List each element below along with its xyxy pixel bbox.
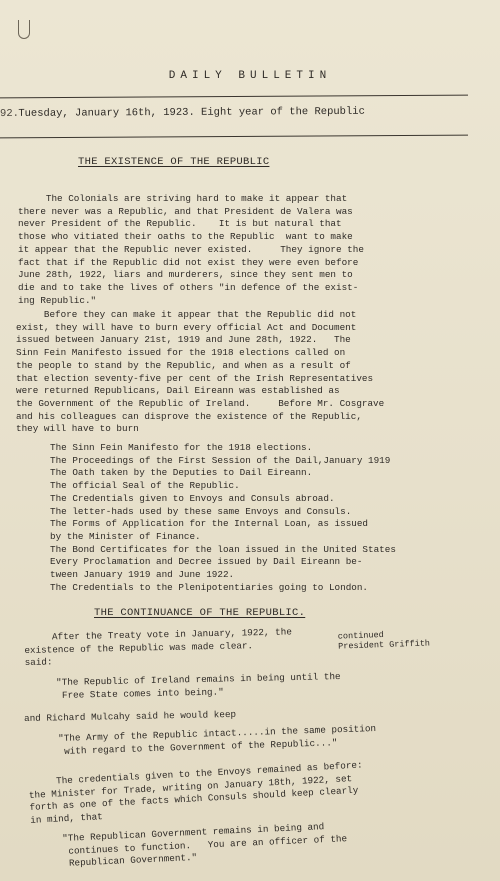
masthead: DAILY BULLETIN (168, 70, 332, 82)
documents-list: The Sinn Fein Manifesto for the 1918 elections. The Proceedings of the First Session of the Dail,January 1919 The Oath taken by the Deputies to Dail Eireann. The official Seal of the Republic. The Credentials given to Envoys and Consuls abroad. The letter-hads used by these same Envoys and Consuls. The Forms of Application for the Internal Loan, as issued by the Minister of Finance. The Bond Certificates for the loan issued in the United States Every Proclamation and Decree issued by Dail Eireann be- tween January 1919 and June 1922. The Credentials to the Plenipotentiaries going to London. (50, 442, 396, 593)
dateline-text: Tuesday, January 16th, 1923. Eight year of the Republic (18, 105, 365, 120)
quote-griffith: "The Republic of Ireland remains in being until the Free State comes into being." (56, 671, 341, 701)
quote-mulcahy: "The Army of the Republic intact.....in the same position with regard to the Government of the Republic..." (58, 723, 377, 757)
staple-mark-icon (18, 20, 30, 39)
masthead-rule-bottom (0, 135, 468, 139)
masthead-rule-top (0, 95, 468, 99)
section-heading-continuance: THE CONTINUANCE OF THE REPUBLIC. (94, 607, 306, 619)
paragraph-treaty-vote: After the Treaty vote in January, 1922, the existence of the Republic was made clear. said: (24, 626, 292, 669)
paragraph-colonials: The Colonials are striving hard to make it appear that there never was a Republic, and that President de Valera was never President of the Republic. It is but natural that those who vitiated their oaths to the Republic want to make it appear that the Republic never existed. They ignore the fact that if the Republic did not exist they were even before June 28th, 1922, liars and murderers, since they sent men to die and to take the lives of others "in defence of the exist- ing Republic." (18, 193, 364, 306)
handwritten-insertion: continued President Griffith (337, 630, 431, 652)
quote-republican-government: "The Republican Government remains in being and continues to function. You are an officer of the Republican Government." (62, 821, 348, 870)
mulcahy-intro: and Richard Mulcahy said he would keep (24, 708, 237, 724)
dateline (0, 105, 480, 120)
dateline-prefix: 92. (0, 107, 19, 120)
section-heading-existence: THE EXISTENCE OF THE REPUBLIC (78, 156, 270, 168)
paragraph-credentials: The credentials given to the Envoys remained as before: the Minister for Trade, writing on January 18th, 1922, set forth as one of the facts which Consuls should keep clearly in mind, that (28, 759, 363, 827)
paragraph-before-they: Before they can make it appear that the Republic did not exist, they will have to burn every official Act and Document issued between January 21st, 1919 and June 28th, 1922. The Sinn Fein Manifesto issued for the 1918 elections called on the people to stand by the Republic, and when as a result of that election seventy-five per cent of the Irish Representatives were returned Republicans, Dail Eireann was established as the Government of the Republic of Ireland. Before Mr. Cosgrave and his colleagues can disprove the existence of the Republic, they will have to burn (16, 309, 385, 435)
